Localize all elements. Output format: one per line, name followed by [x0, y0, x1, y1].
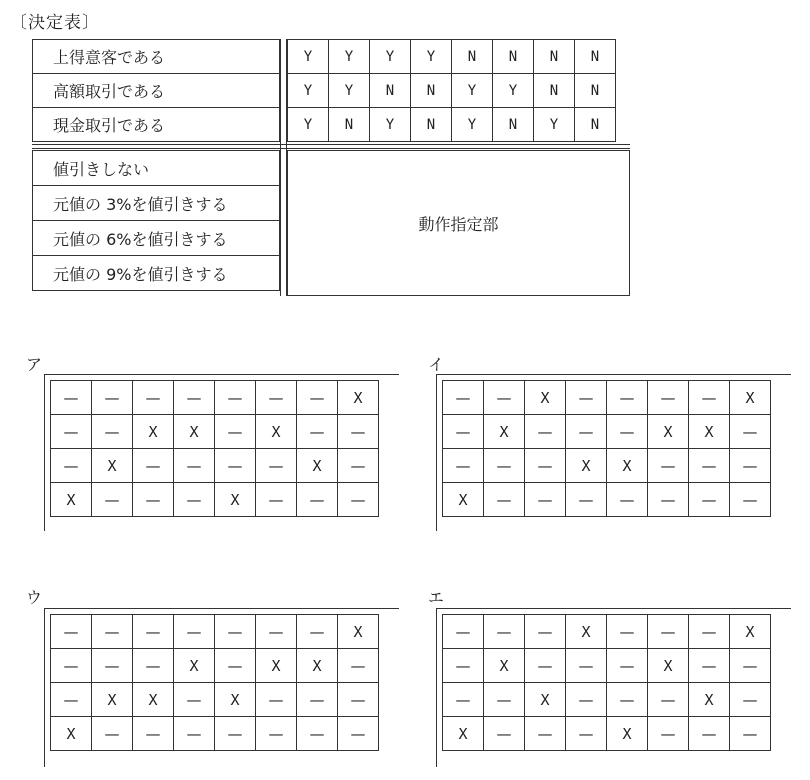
- action-row: [33, 256, 280, 291]
- option-cell: —: [730, 683, 771, 717]
- option-cell: X: [566, 449, 607, 483]
- condition-entry-cell: N: [575, 108, 616, 142]
- option-cell: —: [607, 649, 648, 683]
- option-cell: —: [174, 717, 215, 751]
- action-entry-area: [287, 150, 630, 296]
- action-row: [33, 151, 280, 186]
- option-row: [443, 381, 771, 415]
- option-cell: —: [648, 615, 689, 649]
- option-cell: —: [92, 415, 133, 449]
- option-cell: X: [297, 449, 338, 483]
- option-cell: —: [338, 717, 379, 751]
- option-label: ウ: [26, 588, 43, 607]
- option-cell: X: [174, 415, 215, 449]
- option-cell: X: [215, 483, 256, 517]
- option-cell: X: [51, 717, 92, 751]
- option-row: [51, 717, 379, 751]
- option-cell: —: [51, 381, 92, 415]
- option-row: [51, 683, 379, 717]
- option-cell: —: [297, 717, 338, 751]
- option-grid-e: [442, 614, 771, 751]
- option-cell: X: [338, 615, 379, 649]
- option-cell: —: [174, 449, 215, 483]
- page-title: 〔決定表〕: [10, 13, 100, 33]
- option-cell: —: [215, 415, 256, 449]
- action-label: 値引きしない: [33, 151, 280, 186]
- option-cell: —: [566, 649, 607, 683]
- option-grid-i: [442, 380, 771, 517]
- option-cell: —: [484, 615, 525, 649]
- condition-stub-table: [32, 39, 280, 142]
- option-cell: X: [484, 415, 525, 449]
- condition-entry-cell: N: [575, 40, 616, 74]
- option-cell: —: [607, 415, 648, 449]
- option-cell: —: [484, 449, 525, 483]
- option-cell: —: [51, 615, 92, 649]
- option-cell: —: [443, 415, 484, 449]
- option-cell: —: [607, 381, 648, 415]
- option-cell: —: [443, 649, 484, 683]
- condition-entry-cell: N: [411, 74, 452, 108]
- option-cell: —: [689, 649, 730, 683]
- option-cell: —: [566, 415, 607, 449]
- condition-label: 高額取引である: [33, 74, 280, 108]
- option-cell: —: [525, 483, 566, 517]
- action-area-label: 動作指定部: [418, 214, 499, 234]
- option-cell: —: [297, 483, 338, 517]
- option-cell: —: [730, 415, 771, 449]
- option-cell: —: [338, 649, 379, 683]
- option-cell: X: [297, 649, 338, 683]
- option-cell: —: [566, 683, 607, 717]
- option-cell: —: [51, 449, 92, 483]
- option-cell: —: [256, 449, 297, 483]
- option-grid-u: [50, 614, 379, 751]
- option-cell: —: [607, 615, 648, 649]
- option-cell: —: [566, 717, 607, 751]
- option-cell: —: [133, 649, 174, 683]
- option-cell: —: [338, 683, 379, 717]
- condition-entry-cell: Y: [370, 40, 411, 74]
- option-cell: —: [297, 381, 338, 415]
- option-cell: X: [256, 415, 297, 449]
- option-cell: —: [689, 483, 730, 517]
- option-cell: X: [256, 649, 297, 683]
- option-cell: —: [730, 483, 771, 517]
- option-cell: X: [525, 381, 566, 415]
- option-cell: —: [338, 483, 379, 517]
- option-cell: —: [338, 449, 379, 483]
- option-cell: X: [133, 415, 174, 449]
- condition-label: 上得意客である: [33, 40, 280, 74]
- option-cell: X: [607, 449, 648, 483]
- condition-entry-cell: Y: [493, 74, 534, 108]
- option-cell: —: [443, 683, 484, 717]
- option-row: [51, 415, 379, 449]
- condition-entry-cell: N: [370, 74, 411, 108]
- condition-entry-cell: Y: [329, 74, 370, 108]
- option-cell: X: [730, 381, 771, 415]
- option-cell: —: [51, 649, 92, 683]
- option-cell: —: [443, 615, 484, 649]
- condition-label: 現金取引である: [33, 108, 280, 142]
- action-label: 元値の 9%を値引きする: [33, 256, 280, 291]
- action-label: 元値の 6%を値引きする: [33, 221, 280, 256]
- option-cell: X: [51, 483, 92, 517]
- option-cell: —: [51, 683, 92, 717]
- option-cell: —: [256, 683, 297, 717]
- option-cell: X: [484, 649, 525, 683]
- option-cell: —: [648, 483, 689, 517]
- option-row: [51, 483, 379, 517]
- option-cell: —: [566, 381, 607, 415]
- condition-entry-cell: Y: [452, 108, 493, 142]
- condition-entry-table: [287, 39, 616, 142]
- condition-entry-cell: Y: [452, 74, 493, 108]
- option-row: [51, 381, 379, 415]
- option-cell: —: [51, 415, 92, 449]
- condition-entry-cell: N: [411, 108, 452, 142]
- option-cell: —: [133, 381, 174, 415]
- option-row: [443, 683, 771, 717]
- option-cell: —: [525, 449, 566, 483]
- option-cell: —: [525, 415, 566, 449]
- condition-entry-cell: Y: [411, 40, 452, 74]
- option-cell: —: [525, 615, 566, 649]
- option-cell: —: [648, 717, 689, 751]
- condition-entry-cell: Y: [288, 74, 329, 108]
- condition-entry-row: [288, 108, 616, 142]
- option-label: エ: [428, 588, 445, 607]
- option-cell: —: [174, 615, 215, 649]
- option-cell: —: [525, 649, 566, 683]
- option-cell: —: [256, 381, 297, 415]
- action-row: [33, 221, 280, 256]
- option-cell: —: [133, 717, 174, 751]
- option-cell: —: [648, 449, 689, 483]
- option-cell: —: [484, 381, 525, 415]
- condition-entry-cell: N: [329, 108, 370, 142]
- condition-entry-cell: Y: [534, 108, 575, 142]
- option-cell: —: [607, 683, 648, 717]
- option-cell: —: [256, 483, 297, 517]
- option-cell: X: [92, 449, 133, 483]
- condition-entry-row: [288, 74, 616, 108]
- option-cell: X: [443, 483, 484, 517]
- option-cell: —: [689, 717, 730, 751]
- option-row: [51, 449, 379, 483]
- condition-entry-cell: N: [493, 108, 534, 142]
- option-cell: —: [689, 381, 730, 415]
- option-cell: X: [338, 381, 379, 415]
- condition-entry-cell: Y: [329, 40, 370, 74]
- option-cell: —: [92, 717, 133, 751]
- option-cell: —: [215, 717, 256, 751]
- action-label: 元値の 3%を値引きする: [33, 186, 280, 221]
- option-cell: —: [215, 649, 256, 683]
- option-row: [443, 649, 771, 683]
- option-cell: —: [174, 483, 215, 517]
- option-cell: —: [92, 615, 133, 649]
- option-cell: —: [689, 449, 730, 483]
- option-cell: X: [689, 415, 730, 449]
- option-cell: —: [174, 381, 215, 415]
- option-row: [443, 717, 771, 751]
- option-cell: —: [443, 381, 484, 415]
- option-cell: —: [730, 717, 771, 751]
- condition-row: [33, 40, 280, 74]
- option-cell: —: [648, 683, 689, 717]
- option-cell: —: [297, 415, 338, 449]
- option-cell: X: [607, 717, 648, 751]
- option-cell: —: [338, 415, 379, 449]
- option-row: [51, 615, 379, 649]
- option-cell: —: [215, 449, 256, 483]
- option-cell: —: [443, 449, 484, 483]
- condition-entry-cell: N: [493, 40, 534, 74]
- option-cell: —: [689, 615, 730, 649]
- option-cell: —: [174, 683, 215, 717]
- option-cell: X: [730, 615, 771, 649]
- option-cell: —: [92, 483, 133, 517]
- option-row: [443, 449, 771, 483]
- condition-entry-cell: N: [534, 74, 575, 108]
- option-cell: —: [484, 683, 525, 717]
- option-cell: —: [133, 483, 174, 517]
- condition-entry-cell: Y: [288, 40, 329, 74]
- horizontal-double-rule: [32, 144, 630, 149]
- option-cell: —: [256, 615, 297, 649]
- option-label: ア: [26, 355, 43, 374]
- option-cell: —: [730, 449, 771, 483]
- option-cell: X: [525, 683, 566, 717]
- option-cell: —: [92, 381, 133, 415]
- option-cell: —: [256, 717, 297, 751]
- option-cell: —: [215, 615, 256, 649]
- option-cell: —: [215, 381, 256, 415]
- condition-entry-cell: N: [534, 40, 575, 74]
- option-cell: —: [730, 649, 771, 683]
- option-cell: —: [484, 717, 525, 751]
- option-cell: X: [174, 649, 215, 683]
- option-cell: X: [689, 683, 730, 717]
- option-cell: —: [525, 717, 566, 751]
- option-cell: X: [648, 649, 689, 683]
- option-cell: X: [566, 615, 607, 649]
- option-cell: X: [133, 683, 174, 717]
- option-row: [51, 649, 379, 683]
- option-row: [443, 615, 771, 649]
- option-row: [443, 483, 771, 517]
- option-cell: —: [92, 649, 133, 683]
- condition-entry-row: [288, 40, 616, 74]
- option-cell: X: [215, 683, 256, 717]
- option-cell: X: [443, 717, 484, 751]
- condition-entry-cell: N: [575, 74, 616, 108]
- condition-entry-cell: Y: [370, 108, 411, 142]
- option-grid-a: [50, 380, 379, 517]
- option-cell: X: [648, 415, 689, 449]
- option-row: [443, 415, 771, 449]
- option-cell: —: [566, 483, 607, 517]
- option-label: イ: [428, 355, 445, 374]
- option-cell: —: [133, 615, 174, 649]
- option-cell: X: [92, 683, 133, 717]
- condition-entry-cell: Y: [288, 108, 329, 142]
- action-stub-table: [32, 150, 280, 291]
- option-cell: —: [484, 483, 525, 517]
- condition-row: [33, 74, 280, 108]
- option-cell: —: [133, 449, 174, 483]
- option-cell: —: [607, 483, 648, 517]
- action-row: [33, 186, 280, 221]
- option-cell: —: [297, 683, 338, 717]
- vertical-double-rule: [280, 39, 287, 296]
- condition-entry-cell: N: [452, 40, 493, 74]
- option-cell: —: [648, 381, 689, 415]
- condition-row: [33, 108, 280, 142]
- option-cell: —: [297, 615, 338, 649]
